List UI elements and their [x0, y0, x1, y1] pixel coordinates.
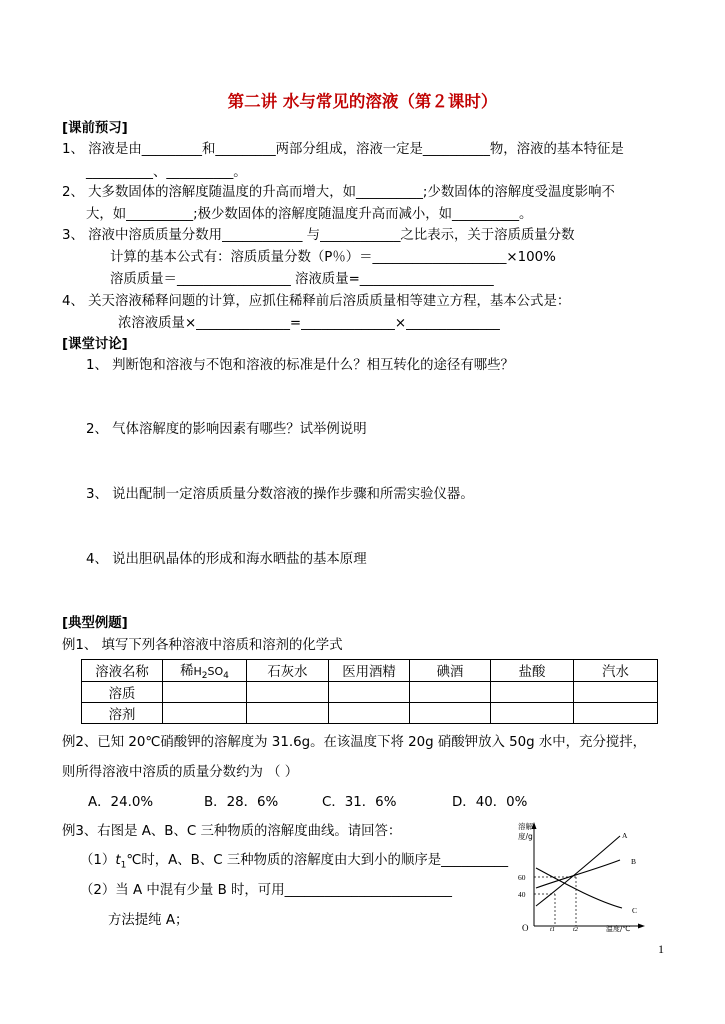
option-a: A．24.0%	[88, 795, 154, 810]
origin-label: O	[522, 923, 529, 933]
table-row-label: 溶质	[82, 682, 163, 703]
h2so4-formula: $H_2SO_4$	[193, 665, 229, 682]
table-cell[interactable]	[329, 703, 410, 724]
preview-heading: [课前预习]	[62, 121, 128, 136]
x-tick-label: t1	[550, 926, 556, 933]
page-title: 第二讲 水与常见的溶液（第２课时）	[227, 92, 498, 111]
series-label-c: C	[632, 906, 638, 915]
example3-q1: $(1)t_1℃$时，A、B、C 三种物质的溶解度由大到小的顺序是__________	[80, 853, 509, 871]
option-d: D．40．0%	[452, 795, 528, 810]
example1-text: 例1、 填写下列各种溶液中溶质和溶剂的化学式	[62, 638, 343, 653]
preview-q2-line2: 大，如__________;极少数固体的溶解度随温度升高而减小，如__________。	[86, 207, 533, 222]
table-cell[interactable]	[491, 703, 574, 724]
series-label-b: B	[631, 857, 637, 866]
y-tick-label: 60	[518, 873, 526, 882]
table-row-label: 溶剂	[82, 703, 163, 724]
table-header-cell: 石灰水	[247, 660, 329, 682]
preview-q4-line2: 浓溶液质量×______________=______________×______________	[118, 316, 500, 331]
y-tick-label: 40	[518, 890, 526, 899]
table-row	[82, 703, 658, 724]
table-cell[interactable]	[410, 682, 491, 703]
table-cell[interactable]	[491, 682, 574, 703]
table-cell[interactable]	[410, 703, 491, 724]
examples-heading: [典型例题]	[62, 616, 128, 631]
preview-q3-line2: 计算的基本公式有：溶质质量分数（P％）＝____________________×100%	[110, 250, 556, 265]
discussion-q3: 3、 说出配制一定溶质质量分数溶液的操作步骤和所需实验仪器。	[86, 487, 474, 502]
example2-line1: 例2、已知 20℃硝酸钾的溶解度为 31.6g。在该温度下将 20g 硝酸钾放入 50g 水中，充分搅拌，	[62, 735, 647, 750]
table-cell[interactable]	[163, 682, 247, 703]
preview-q3-line1: 3、 溶液中溶质质量分数用____________ 与____________之比表示，关于溶质质量分数	[62, 228, 575, 243]
table-cell[interactable]	[574, 703, 658, 724]
example3-q2-line2: 方法提纯 A；	[108, 913, 189, 928]
preview-q1-line1: 1、 溶液是由_________和_________两部分组成，溶液一定是__________物，溶液的基本特征是	[62, 142, 624, 157]
preview-q4-line1: 4、 关天溶液稀释问题的计算，应抓住稀释前后溶质质量相等建立方程，基本公式是：	[62, 294, 571, 309]
preview-q2-line1: 2、 大多数固体的溶解度随温度的升高而增大，如__________;少数固体的溶解度受温度影响不	[62, 185, 615, 200]
table-cell[interactable]	[329, 682, 410, 703]
series-line-b	[536, 860, 620, 888]
table-header-cell: 溶液名称	[82, 660, 163, 682]
table-header-cell: 汽水	[574, 660, 658, 682]
preview-q3-line3: 溶质质量＝_________________ 溶液质量=____________________	[110, 272, 494, 287]
discussion-heading: [课堂讨论]	[62, 337, 128, 352]
example3-q2: （2）当 A 中混有少量 B 时，可用_________________________	[80, 883, 452, 898]
table-header-cell: 稀$H_2SO_4$	[163, 660, 247, 682]
solubility-chart	[514, 818, 649, 933]
y-axis-label-line2: 度/g	[518, 832, 533, 841]
example2-line2: 则所得溶液中溶质的质量分数约为 （ ）	[62, 765, 299, 780]
x-axis-label: 温度/℃	[606, 925, 631, 933]
discussion-q1: 1、 判断饱和溶液与不饱和溶液的标准是什么？相互转化的途径有哪些？	[86, 358, 514, 373]
table-header-cell: 盐酸	[491, 660, 574, 682]
table-cell[interactable]	[163, 703, 247, 724]
table-header-cell: 医用酒精	[329, 660, 410, 682]
example3-text: 例3、右图是 A、B、C 三种物质的溶解度曲线。请回答：	[62, 824, 402, 839]
discussion-q2: 2、 气体溶解度的影响因素有哪些？试举例说明	[86, 422, 367, 437]
series-line-a	[536, 836, 620, 906]
table-row	[82, 660, 658, 682]
discussion-q4: 4、 说出胆矾晶体的形成和海水晒盐的基本原理	[86, 552, 367, 567]
table-cell[interactable]	[247, 703, 329, 724]
series-label-a: A	[622, 831, 628, 840]
x-axis-arrow	[638, 924, 645, 929]
table-header-cell: 碘酒	[410, 660, 491, 682]
table-row	[82, 682, 658, 703]
option-b: B．28．6%	[204, 795, 279, 810]
x-tick-label: t2	[573, 926, 579, 933]
option-c: C．31．6%	[322, 795, 397, 810]
solution-table	[81, 659, 658, 724]
table-cell[interactable]	[247, 682, 329, 703]
page-number: 1	[658, 942, 664, 956]
y-axis-label-line1: 溶解	[518, 822, 533, 831]
preview-q1-line2: __________、__________。	[86, 165, 247, 180]
table-cell[interactable]	[574, 682, 658, 703]
